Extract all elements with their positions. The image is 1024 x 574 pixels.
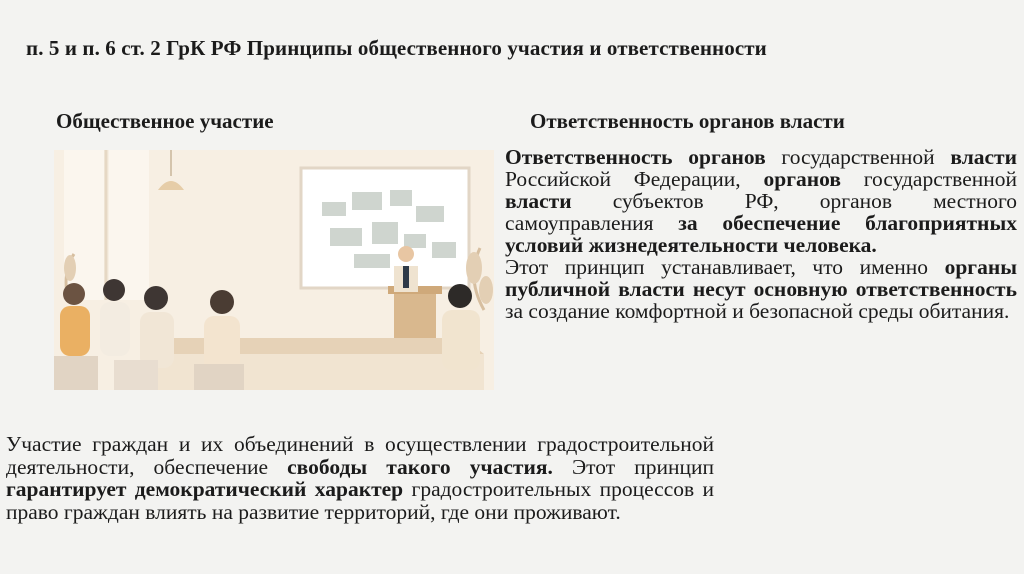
bold-fragment: органы публичной власти несут основную ответственность xyxy=(505,255,1017,301)
meeting-illustration xyxy=(54,150,494,390)
bold-fragment: гарантирует демократический характер xyxy=(6,477,404,501)
text-fragment: за создание комфортной и безопасной среды обитания. xyxy=(505,299,1010,323)
text-fragment: субъектов РФ, органов местного самоуправления xyxy=(505,189,1017,235)
text-fragment: Этот принцип xyxy=(552,454,715,479)
bold-fragment: власти xyxy=(505,189,572,213)
right-heading: Ответственность органов власти xyxy=(530,109,845,133)
text-fragment: государственной xyxy=(765,145,951,169)
text-fragment: Российской Федерации, xyxy=(505,167,764,191)
bold-fragment: органов xyxy=(763,167,841,191)
bold-fragment: свободы такого участия. xyxy=(287,454,553,479)
responsibility-paragraph-1 xyxy=(505,146,1017,256)
responsibility-paragraph-2 xyxy=(505,256,1017,322)
text-fragment: градостроительных процессов и право граждан влиять на развитие территорий, где они проживают. xyxy=(6,477,714,524)
text-fragment: Участие граждан и их объединений в осуществлении градостроительной деятельности, обеспечение xyxy=(6,432,714,479)
text-fragment: государственной xyxy=(840,167,1018,191)
text-fragment: Этот принцип устанавливает, что именно xyxy=(505,255,945,279)
bold-fragment: власти xyxy=(950,145,1018,169)
bold-fragment: за обеспечение благоприятных условий жизнедеятельности человека. xyxy=(505,211,1017,257)
participation-text xyxy=(6,433,714,523)
responsibility-text xyxy=(505,146,1017,322)
slide-title: п. 5 и п. 6 ст. 2 ГрК РФ Принципы общественного участия и ответственности xyxy=(26,36,767,60)
bold-fragment: Ответственность органов xyxy=(505,145,766,169)
left-heading: Общественное участие xyxy=(56,109,274,133)
